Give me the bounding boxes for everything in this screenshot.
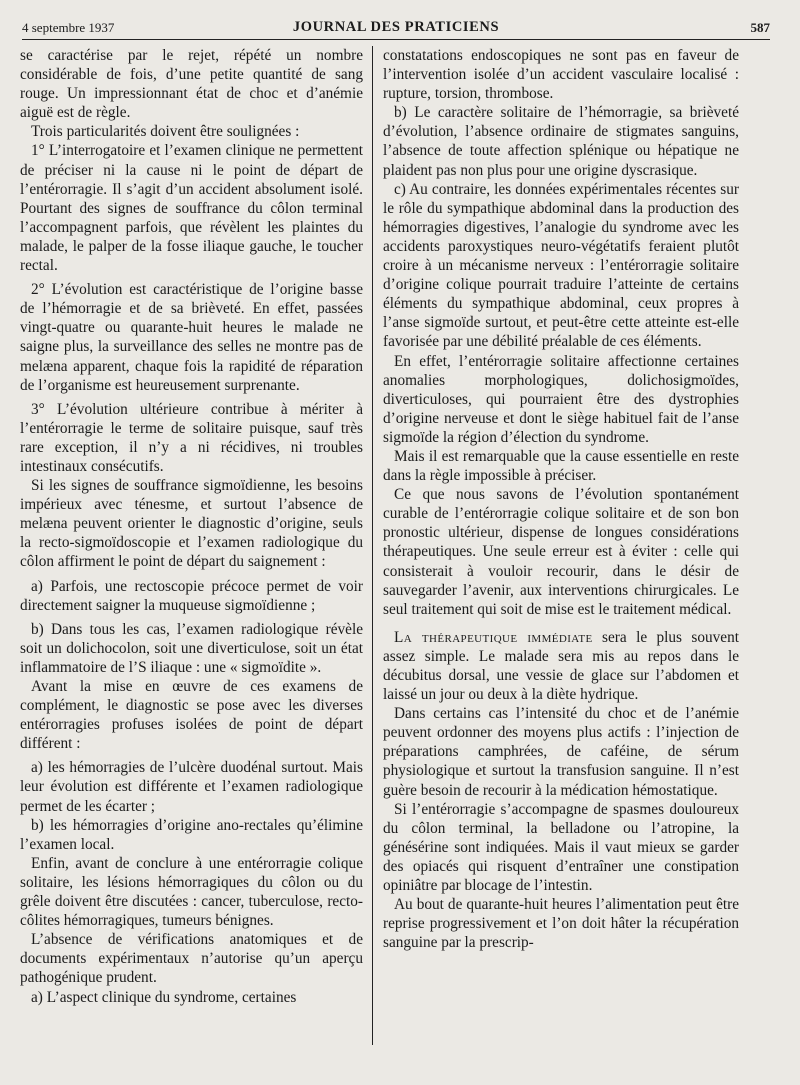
paragraph: Mais il est remarquable que la cause essentielle en reste dans la règle impossible à préciser. — [383, 447, 739, 485]
paragraph: Enfin, avant de conclure à une entérorragie colique solitaire, les lésions hémorragiques du côlon ou du grêle doivent être discutées : cancer, tuberculose, recto-côlites hémorragiques, tumeurs bénignes. — [20, 854, 363, 930]
header-rule — [22, 39, 770, 40]
paragraph-text: sera le plus souvent assez simple. Le malade sera mis au repos dans le décubitus dorsal, une vessie de glace sur l’abdomen et laissé un jour ou deux à la diète hydrique. — [383, 628, 739, 704]
paragraph: b) Dans tous les cas, l’examen radiologique révèle soit un dolichocolon, soit une diverticulose, soit un état inflammatoire de l’S iliaque : une « sigmoïdite ». — [20, 620, 363, 676]
paragraph: b) les hémorragies d’origine ano-rectales qu’élimine l’examen local. — [20, 816, 363, 853]
paragraph: 3° L’évolution ultérieure contribue à mériter à l’entérorragie le terme de solitaire puisque, sauf très rare exception, il n’y a ni récidives, ni troubles intestinaux consécutifs. — [20, 400, 363, 475]
paragraph: a) L’aspect clinique du syndrome, certaines — [31, 988, 297, 1006]
header-date: 4 septembre 1937 — [22, 20, 115, 35]
column-divider — [372, 46, 373, 1045]
left-column — [20, 46, 363, 1079]
paragraph: c) Au contraire, les données expérimentales récentes sur le rôle du sympathique abdominal dans la production des hémorragies digestives, l’analogie du syndrome avec les accidents paroxystiques neuro-végétatifs feraient plutôt croire à un mécanisme nerveux : l’entérorragie solitaire d’origine colique pourrait traduire l’atteinte de certains éléments du sympathique abdominal, ceux propres à l’anse sigmoïde surtout, et peut-être cette atteinte est-elle favorisée par une débilité préalable de ces éléments. — [383, 180, 739, 351]
paragraph: constatations endoscopiques ne sont pas en faveur de l’intervention isolée d’un accident vasculaire localisé : rupture, torsion, thrombose. — [383, 47, 739, 103]
journal-title: JOURNAL DES PRATICIENS — [292, 19, 500, 35]
paragraph: Si les signes de souffrance sigmoïdienne, les besoins impérieux avec ténesme, et surtout l’absence de melæna peuvent orienter le diagnostic d’origine, seuls la recto-sigmoïdoscopie et l’examen radiologique du côlon affirment le point de départ du saignement : — [20, 477, 363, 571]
paragraph: Avant la mise en œuvre de ces examens de complément, le diagnostic se pose avec les diverses entérorragies profuses isolées de point de départ différent : — [20, 678, 363, 753]
paragraph — [383, 628, 739, 704]
paragraph: a) Parfois, une rectoscopie précoce permet de voir directement saigner la muqueuse sigmoïdienne ; — [20, 577, 363, 614]
paragraph: 1° L’interrogatoire et l’examen clinique ne permettent de préciser ni la cause ni le point de départ de l’entérorragie. Il s’agit d’un accident absolument isolé. Pourtant des signes de souffrance du côlon terminal l’accompagnent parfois, que révèlent les plaintes du malade, le palper de la fosse iliaque gauche, le toucher rectal. — [20, 142, 363, 275]
paragraph: Si l’entérorragie s’accompagne de spasmes douloureux du côlon terminal, la belladone ou l’atropine, la génésérine sont indiquées. Mais il vaut mieux se garder des opiacés qui risquent d’entraîner une constipation opiniâtre par blocage de l’intestin. — [383, 800, 739, 895]
paragraph: 2° L’évolution est caractéristique de l’origine basse de l’hémorragie et de sa brièveté. En effet, passées vingt-quatre ou quarante-huit heures le malade ne saigne plus, la surveillance des selles ne montre pas de melæna apparent, chaque fois la rapidité de réparation de l’organisme est heureusement surprenante. — [20, 281, 363, 394]
paragraph: Dans certains cas l’intensité du choc et de l’anémie peuvent ordonner des moyens plus actifs : l’injection de préparations camphrées, de caféine, de sérum physiologique et surtout la transfusion sanguine. Il n’est guère besoin de recourir à la médication hémostatique. — [383, 705, 739, 799]
paragraph: En effet, l’entérorragie solitaire affectionne certaines anomalies morphologiques, dolichosigmoïdes, diverticuloses, qui pourraient être des dystrophies d’origine nerveuse et dont le siège habituel fait de l’anse sigmoïde la région d’élection du syndrome. — [383, 352, 739, 446]
paragraph: L’absence de vérifications anatomiques et de documents expérimentaux n’autorise qu’un aperçu pathogénique prudent. — [20, 931, 363, 987]
section-heading: La thérapeutique immédiate — [394, 628, 593, 646]
paragraph: b) Le caractère solitaire de l’hémorragie, sa brièveté d’évolution, l’absence ordinaire de stigmates sanguins, l’absence de toute affection splénique ou hépatique ne plaident pas non plus pour une origine dyscrasique. — [383, 104, 739, 179]
paragraph: a) les hémorragies de l’ulcère duodénal surtout. Mais leur évolution est différente et l’examen radiologique permet de les écarter ; — [20, 759, 363, 815]
paragraph: se caractérise par le rejet, répété un nombre considérable de fois, d’une petite quantité de sang rouge. Un impressionnant état de choc et d’anémie aiguë est de règle. — [20, 47, 363, 122]
paragraph: Au bout de quarante-huit heures l’alimentation peut être reprise progressivement et l’on doit hâter la récupération sanguine par la prescrip- — [383, 896, 739, 952]
paragraph: Trois particularités doivent être soulignées : — [31, 123, 300, 141]
right-column — [383, 46, 739, 1079]
page-header — [22, 14, 770, 36]
page-number: 587 — [750, 20, 770, 35]
paragraph: Ce que nous savons de l’évolution spontanément curable de l’entérorragie colique solitaire et de son bon pronostic ultérieur, dispense de longues considérations thérapeutiques. Une seule erreur est à éviter : celle qui consisterait à vouloir recourir, dans le désir de sauvegarder l’avenir, aux interventions chirurgicales. Le seul traitement qui soit de mise est le traitement médical. — [383, 486, 739, 618]
